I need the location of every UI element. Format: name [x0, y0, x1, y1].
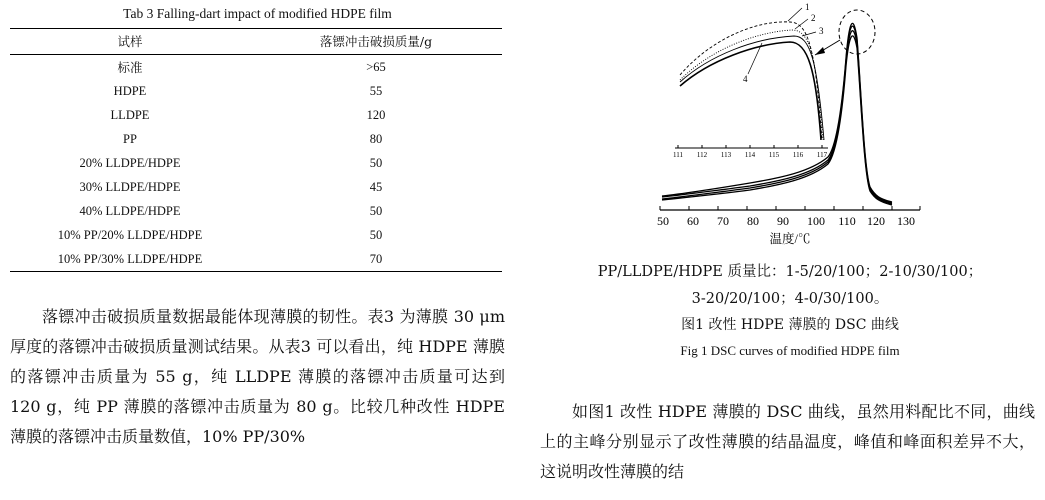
right-paragraph: 如图1 改性 HDPE 薄膜的 DSC 曲线，虽然用料配比不同，曲线上的主峰分别显示了改性薄膜的结晶温度，峰值和峰面积差异不大，这说明改性薄膜的结 — [540, 402, 1035, 481]
inset-tick-labels — [673, 151, 828, 159]
left-paragraph: 落镖冲击破损质量数据最能体现薄膜的韧性。表3 为薄膜 30 μm 厚度的落镖冲击破损质量测试结果。从表3 可以看出，纯 HDPE 薄膜的落镖冲击质量为 55 g，纯 LLDPE 薄膜的落镖冲击质量可达到 120 g，纯 PP 薄膜的落镖冲击质量为 80 g。比较几种改性 HDPE 薄膜的落镖冲击质量数值，10% PP/30% — [10, 307, 505, 446]
cell-sample: 40% LLDPE/HDPE — [79, 203, 181, 218]
cell-sample: 10% PP/30% LLDPE/HDPE — [10, 247, 250, 272]
inset-tick-label: 117 — [816, 151, 828, 159]
cell-value: 50 — [369, 203, 383, 218]
x-tick-label: 100 — [807, 214, 825, 228]
x-tick-label: 110 — [838, 214, 856, 228]
inset-tick-label: 115 — [768, 151, 780, 159]
figure-subcaption-line2: 3-20/20/100；4-0/30/100。 — [691, 291, 889, 307]
x-tick-label: 50 — [657, 214, 669, 228]
cell-value: 55 — [369, 83, 383, 98]
curve-label-4: 4 — [743, 74, 748, 84]
inset-plot — [673, 2, 828, 159]
cell-sample: 10% PP/20% LLDPE/HDPE — [57, 227, 203, 242]
table-row — [10, 127, 502, 151]
dsc-figure — [540, 0, 1040, 260]
curve-4 — [662, 23, 892, 202]
falling-dart-table — [10, 28, 502, 272]
cell-sample: PP — [123, 131, 137, 146]
x-tick-labels — [657, 214, 915, 228]
inset-tick-label: 112 — [696, 151, 708, 159]
x-tick-label: 130 — [897, 214, 915, 228]
x-tick-label: 60 — [687, 214, 699, 228]
inset-tick-label: 111 — [673, 151, 683, 159]
cell-sample: 标准 — [117, 61, 143, 75]
x-tick-label: 90 — [777, 214, 789, 228]
x-tick-label: 70 — [717, 214, 729, 228]
cell-value: 50 — [369, 227, 383, 242]
cell-sample: HDPE — [113, 83, 147, 98]
inset-arrow-head — [815, 47, 825, 55]
header-impact-mass: 落镖冲击破损质量/g — [250, 29, 502, 55]
figure-subcaption-line1: PP/LLDPE/HDPE 质量比：1-5/20/100；2-10/30/100； — [597, 264, 983, 280]
inset-tick-label: 113 — [720, 151, 732, 159]
cell-sample: 30% LLDPE/HDPE — [79, 179, 181, 194]
cell-sample: 20% LLDPE/HDPE — [79, 155, 181, 170]
figure-title-cn: 图1 改性 HDPE 薄膜的 DSC 曲线 — [681, 317, 899, 333]
cell-value: 50 — [369, 155, 383, 170]
table-row — [10, 151, 502, 175]
cell-value: 45 — [369, 179, 383, 194]
x-tick-label: 120 — [867, 214, 885, 228]
table-row — [10, 175, 502, 199]
table-row — [10, 247, 502, 272]
table-row — [10, 103, 502, 127]
cell-value: 120 — [366, 107, 386, 122]
table-header-row — [10, 29, 502, 55]
cell-value: 80 — [369, 131, 383, 146]
x-tick-label: 80 — [747, 214, 759, 228]
inset-curve-3 — [680, 36, 824, 140]
table-row — [10, 199, 502, 223]
inset-tick-label: 114 — [744, 151, 756, 159]
left-body-text — [10, 302, 505, 452]
figure-title-en: Fig 1 DSC curves of modified HDPE film — [680, 343, 900, 358]
left-column — [10, 0, 505, 446]
cell-value: >65 — [366, 59, 386, 74]
table-row — [10, 223, 502, 247]
curve-label-2: 2 — [811, 13, 816, 23]
curve-label-1: 1 — [805, 2, 810, 12]
curve-3 — [662, 36, 892, 205]
dsc-chart — [540, 0, 1040, 260]
table-caption: Tab 3 Falling-dart impact of modified HDPE film — [123, 6, 392, 21]
dsc-curves — [662, 23, 892, 205]
inset-curve-1 — [680, 22, 822, 140]
inset-tick-label: 116 — [792, 151, 804, 159]
x-axis-label: 温度/℃ — [769, 232, 811, 246]
table-row — [10, 55, 502, 80]
inset-curve-4 — [680, 42, 821, 140]
curve-label-3: 3 — [819, 26, 824, 36]
cell-value: 70 — [250, 247, 502, 272]
right-body-text — [540, 397, 1035, 487]
cell-sample: LLDPE — [110, 107, 150, 122]
table-row — [10, 79, 502, 103]
header-sample: 试样 — [10, 29, 250, 55]
